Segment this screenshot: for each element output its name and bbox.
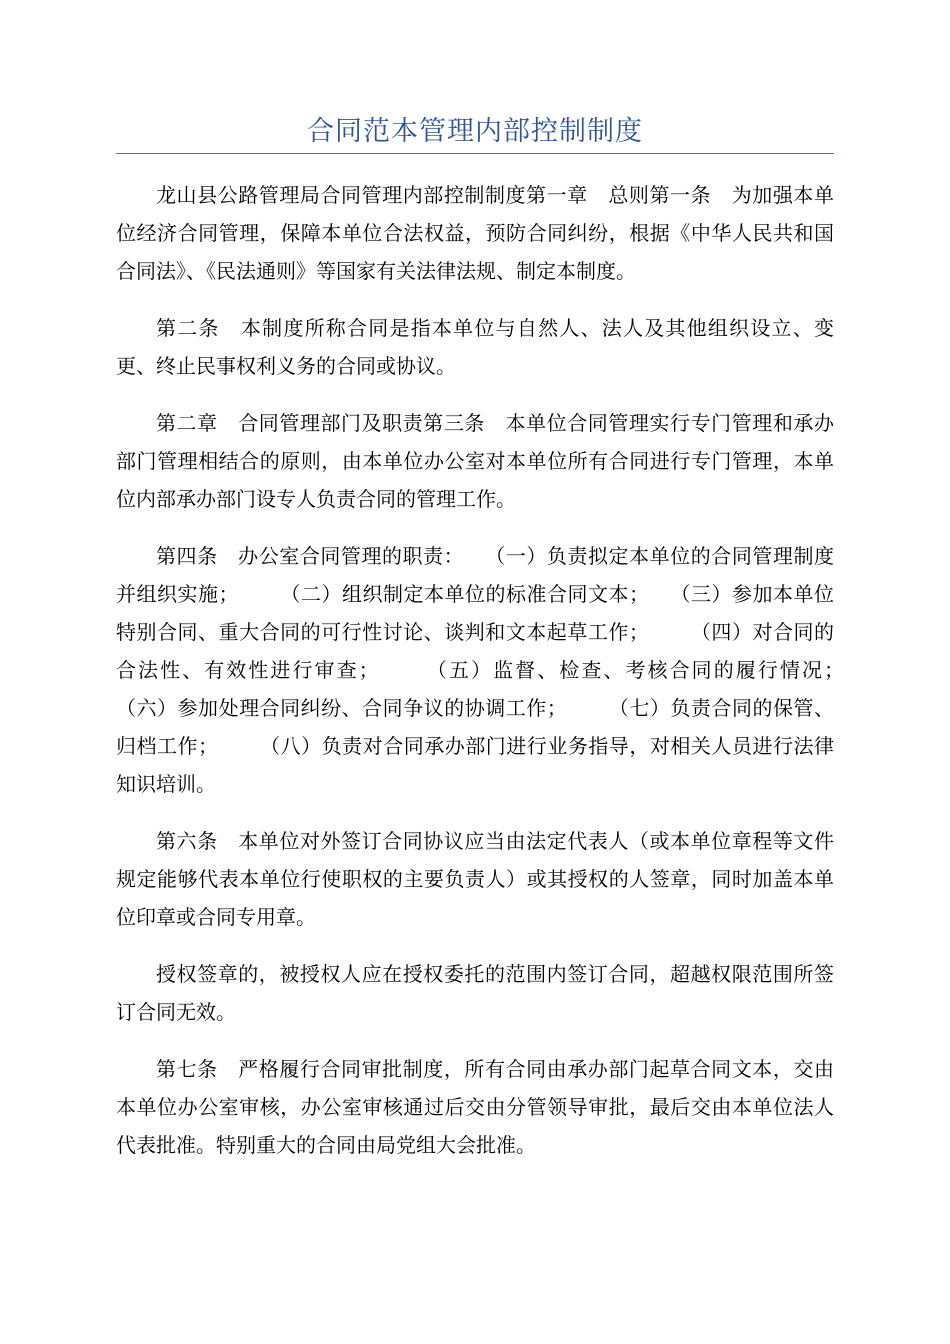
paragraph-4: 第四条 办公室合同管理的职责： （一）负责拟定本单位的合同管理制度并组织实施； （二）组织制定本单位的标准合同文本； （三）参加本单位特别合同、重大合同的可行性讨论、谈判和文本起草工作； （四）对合同的合法性、有效性进行审查； （五）监督、检查、考核合同的履行情况； （六）参加处理合同纠纷、合同争议的协调工作； （七）负责合同的保管、归档工作； （八）负责对合同承办部门进行业务指导，对相关人员进行法律知识培训。 [116,544,894,796]
document-body [116,176,894,1183]
paragraph-1: 龙山县公路管理局合同管理内部控制制度第一章 总则第一条 为加强本单位经济合同管理，保障本单位合法权益，预防合同纠纷，根据《中华人民共和国合同法》、《民法通则》等国家有关法律法规、制定本制度。 [116,183,834,283]
paragraph-5: 第六条 本单位对外签订合同协议应当由法定代表人（或本单位章程等文件规定能够代表本单位行使职权的主要负责人）或其授权的人签章，同时加盖本单位印章或合同专用章。 [116,829,834,929]
paragraph-2: 第二条 本制度所称合同是指本单位与自然人、法人及其他组织设立、变更、终止民事权利义务的合同或协议。 [116,316,834,378]
paragraph-7: 第七条 严格履行合同审批制度，所有合同由承办部门起草合同文本，交由本单位办公室审核，办公室审核通过后交由分管领导审批，最后交由本单位法人代表批准。特别重大的合同由局党组大会批准。 [116,1057,834,1157]
title-underline [116,153,834,154]
paragraph-6: 授权签章的，被授权人应在授权委托的范围内签订合同，超越权限范围所签订合同无效。 [116,962,834,1024]
paragraph-3: 第二章 合同管理部门及职责第三条 本单位合同管理实行专门管理和承办部门管理相结合的原则，由本单位办公室对本单位所有合同进行专门管理，本单位内部承办部门设专人负责合同的管理工作。 [116,411,834,511]
document-title: 合同范本管理内部控制制度 [307,116,643,147]
